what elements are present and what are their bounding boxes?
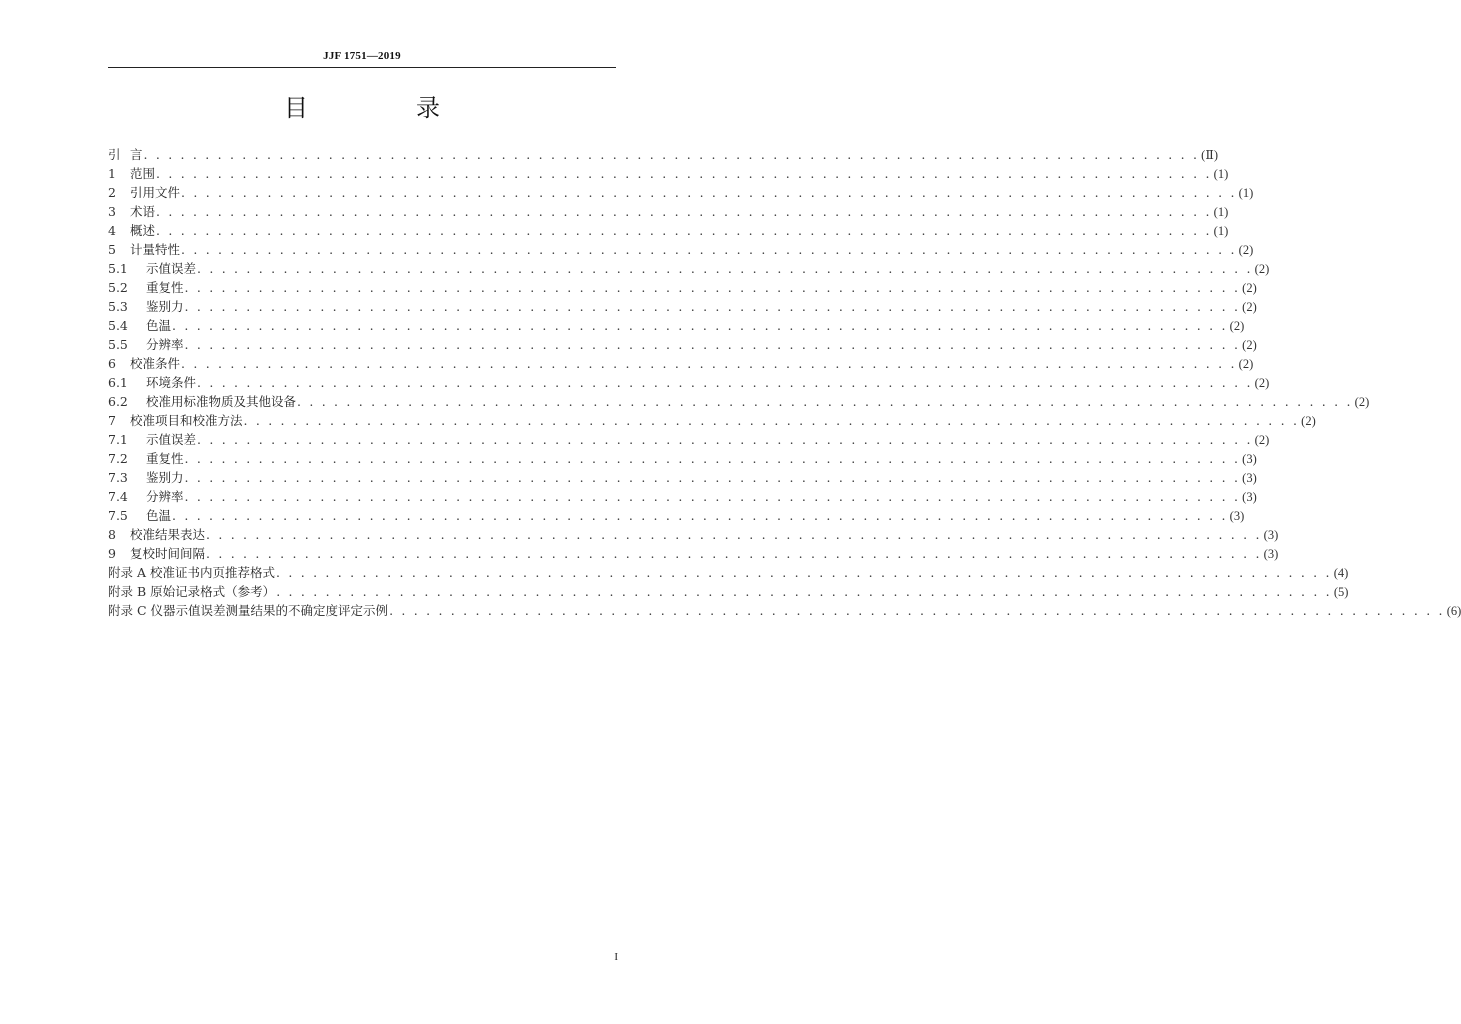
toc-dot-leader: . . . . . . . . . . . . . . . . . . . . . . . . . . . . . . . . . . . . . . . . . . . . . . . . . . . . . . . . . . . . . . . . . . . . . . . . . . . . . . . . . . . . . . [184,337,1241,352]
toc-entry-number: 8 [108,527,116,542]
toc-entry-number: 2 [108,185,116,200]
toc-dot-leader: . . . . . . . . . . . . . . . . . . . . . . . . . . . . . . . . . . . . . . . . . . . . . . . . . . . . . . . . . . . . . . . . . . . . . . . . . . . . . . . . . . . . . . [184,451,1241,466]
toc-entry-page: (3) [1263,528,1279,542]
toc-dot-leader: . . . . . . . . . . . . . . . . . . . . . . . . . . . . . . . . . . . . . . . . . . . . . . . . . . . . . . . . . . . . . . . . . . . . . . . . . . . . . . . . . . . . . . [184,470,1241,485]
toc-entry-title: 色温 [146,318,172,333]
toc-entry-page: (2) [1242,281,1257,295]
toc-dot-leader: . . . . . . . . . . . . . . . . . . . . . . . . . . . . . . . . . . . . . . . . . . . . . . . . . . . . . . . . . . . . . . . . . . . . . . . . . . . . . . . . . . . . . . [181,356,1237,371]
toc-entry-title: 示值误差 [146,432,197,447]
toc-entry [108,240,1254,259]
toc-entry-page: (3) [1242,490,1257,504]
toc-entry-title: 鉴别力 [146,299,184,314]
toc-entry-title: 校准结果表达 [130,527,206,542]
toc-entry-number: 5.3 [108,299,128,314]
toc-dot-leader: . . . . . . . . . . . . . . . . . . . . . . . . . . . . . . . . . . . . . . . . . . . . . . . . . . . . . . . . . . . . . . . . . . . . . . . . . . . . . . . . . . . . . . [197,375,1253,390]
toc-entry-number: 7.4 [108,489,128,504]
toc-dot-leader: . . . . . . . . . . . . . . . . . . . . . . . . . . . . . . . . . . . . . . . . . . . . . . . . . . . . . . . . . . . . . . . . . . . . . . . . . . . . . . . . . . . . . . [243,413,1300,428]
toc-entry [108,601,1461,620]
toc-dot-leader: . . . . . . . . . . . . . . . . . . . . . . . . . . . . . . . . . . . . . . . . . . . . . . . . . . . . . . . . . . . . . . . . . . . . . . . . . . . . . . . . . . . . . . [276,565,1332,580]
toc-entry-number: 6.1 [108,375,128,390]
toc-entry-number: 6 [108,356,116,371]
toc-entry-title: 重复性 [146,280,184,295]
toc-entry [108,487,1257,506]
toc-entry [108,563,1349,582]
page-number: I [614,951,618,963]
toc-entry [108,544,1279,563]
table-of-contents [108,145,1461,620]
toc-dot-leader: . . . . . . . . . . . . . . . . . . . . . . . . . . . . . . . . . . . . . . . . . . . . . . . . . . . . . . . . . . . . . . . . . . . . . . . . . . . . . . . . . . . . . . [184,489,1241,504]
toc-entry-page: (2) [1238,357,1254,371]
toc-dot-leader: . . . . . . . . . . . . . . . . . . . . . . . . . . . . . . . . . . . . . . . . . . . . . . . . . . . . . . . . . . . . . . . . . . . . . . . . . . . . . . . . . . . . . . [276,584,1332,599]
toc-entry-title: 范围 [130,166,156,181]
toc-dot-leader: . . . . . . . . . . . . . . . . . . . . . . . . . . . . . . . . . . . . . . . . . . . . . . . . . . . . . . . . . . . . . . . . . . . . . . . . . . . . . . . . . . . . . . [297,394,1353,409]
toc-entry-title: 分辨率 [146,489,184,504]
toc-entry-page: (1) [1213,205,1229,219]
toc-dot-leader: . . . . . . . . . . . . . . . . . . . . . . . . . . . . . . . . . . . . . . . . . . . . . . . . . . . . . . . . . . . . . . . . . . . . . . . . . . . . . . . . . . . . . . [197,261,1253,276]
toc-dot-leader: . . . . . . . . . . . . . . . . . . . . . . . . . . . . . . . . . . . . . . . . . . . . . . . . . . . . . . . . . . . . . . . . . . . . . . . . . . . . . . . . . . . . . . [172,508,1228,523]
toc-entry-page: (1) [1238,186,1254,200]
toc-entry-number: 3 [108,204,116,219]
toc-entry-title: 引用文件 [130,185,181,200]
toc-entry-number: 7.2 [108,451,128,466]
toc-entry [108,164,1229,183]
toc-entry [108,468,1257,487]
toc-entry-number: 5.1 [108,261,128,276]
toc-dot-leader: . . . . . . . . . . . . . . . . . . . . . . . . . . . . . . . . . . . . . . . . . . . . . . . . . . . . . . . . . . . . . . . . . . . . . . . . . . . . . . . . . . . . . . [206,527,1262,542]
toc-entry [108,145,1218,164]
toc-entry-number: 5.5 [108,337,128,352]
toc-entry [108,373,1270,392]
toc-entry-title: 示值误差 [146,261,197,276]
toc-dot-leader: . . . . . . . . . . . . . . . . . . . . . . . . . . . . . . . . . . . . . . . . . . . . . . . . . . . . . . . . . . . . . . . . . . . . . . . . . . . . . . . . . . . . . . [184,280,1241,295]
toc-entry [108,278,1257,297]
toc-entry [108,430,1270,449]
toc-dot-leader: . . . . . . . . . . . . . . . . . . . . . . . . . . . . . . . . . . . . . . . . . . . . . . . . . . . . . . . . . . . . . . . . . . . . . . . . . . . . . . . . . . . . . . [197,432,1253,447]
toc-entry-page: (3) [1242,471,1257,485]
toc-entry-number: 附录 C [108,603,147,618]
toc-entry [108,449,1257,468]
toc-entry-page: (1) [1213,167,1229,181]
toc-entry-number: 4 [108,223,116,238]
toc-entry-title: 校准条件 [130,356,181,371]
toc-entry-page: (2) [1229,319,1245,333]
toc-entry-number: 7 [108,413,116,428]
toc-entry-title: 复校时间间隔 [130,546,206,561]
toc-entry [108,259,1270,278]
toc-entry-page: (3) [1263,547,1279,561]
toc-entry-number: 6.2 [108,394,128,409]
toc-entry-page: (2) [1254,433,1270,447]
toc-entry-number: 5.2 [108,280,128,295]
toc-entry-title: 仪器示值误差测量结果的不确定度评定示例 [150,603,389,618]
toc-entry-page: (2) [1242,300,1257,314]
toc-entry-number: 7.5 [108,508,128,523]
toc-entry-number: 5.4 [108,318,128,333]
toc-entry-page: (5) [1333,585,1349,599]
toc-entry-page: (2) [1254,262,1270,276]
toc-entry-page: (2) [1354,395,1370,409]
toc-entry-number: 1 [108,166,116,181]
toc-entry-number: 引 [108,147,121,162]
toc-entry-title: 鉴别力 [146,470,184,485]
toc-entry [108,525,1279,544]
toc-entry-page: (4) [1333,566,1349,580]
toc-entry [108,202,1229,221]
toc-entry-number: 7.1 [108,432,128,447]
toc-entry-title: 计量特性 [130,242,181,257]
toc-entry [108,221,1229,240]
toc-entry-page: (2) [1238,243,1254,257]
toc-dot-leader: . . . . . . . . . . . . . . . . . . . . . . . . . . . . . . . . . . . . . . . . . . . . . . . . . . . . . . . . . . . . . . . . . . . . . . . . . . . . . . . . . . . . . . [156,204,1212,219]
toc-entry-page: (3) [1229,509,1245,523]
toc-entry [108,354,1254,373]
toc-entry [108,392,1370,411]
toc-entry [108,183,1254,202]
toc-entry-number: 5 [108,242,116,257]
toc-entry [108,411,1316,430]
toc-entry-number: 7.3 [108,470,128,485]
toc-entry [108,506,1245,525]
toc-entry-title: 言 [130,147,143,162]
toc-entry-page: (Ⅱ) [1201,148,1218,162]
toc-dot-leader: . . . . . . . . . . . . . . . . . . . . . . . . . . . . . . . . . . . . . . . . . . . . . . . . . . . . . . . . . . . . . . . . . . . . . . . . . . . . . . . . . . . . . . [181,242,1237,257]
toc-entry-number: 9 [108,546,116,561]
toc-entry-title: 原始记录格式（参考） [150,584,276,599]
running-header: JJF 1751—2019 [323,50,401,62]
toc-entry-title: 校准证书内页推荐格式 [150,565,276,580]
toc-entry-title: 校准项目和校准方法 [130,413,243,428]
toc-dot-leader: . . . . . . . . . . . . . . . . . . . . . . . . . . . . . . . . . . . . . . . . . . . . . . . . . . . . . . . . . . . . . . . . . . . . . . . . . . . . . . . . . . . . . . [156,223,1212,238]
toc-dot-leader: . . . . . . . . . . . . . . . . . . . . . . . . . . . . . . . . . . . . . . . . . . . . . . . . . . . . . . . . . . . . . . . . . . . . . . . . . . . . . . . . . . . . . . [206,546,1262,561]
toc-entry-title: 概述 [130,223,156,238]
toc-entry-title: 环境条件 [146,375,197,390]
toc-entry-title: 校准用标准物质及其他设备 [146,394,297,409]
toc-entry [108,335,1257,354]
toc-entry-page: (1) [1213,224,1229,238]
toc-entry [108,582,1349,601]
toc-dot-leader: . . . . . . . . . . . . . . . . . . . . . . . . . . . . . . . . . . . . . . . . . . . . . . . . . . . . . . . . . . . . . . . . . . . . . . . . . . . . . . . . . . . . . . [156,166,1212,181]
toc-entry [108,316,1245,335]
toc-dot-leader: . . . . . . . . . . . . . . . . . . . . . . . . . . . . . . . . . . . . . . . . . . . . . . . . . . . . . . . . . . . . . . . . . . . . . . . . . . . . . . . . . . . . . . [184,299,1241,314]
toc-entry-title: 色温 [146,508,172,523]
header-rule [108,67,616,68]
toc-entry-page: (2) [1242,338,1257,352]
toc-entry-title: 分辨率 [146,337,184,352]
page-title: 目 录 [284,94,482,122]
toc-entry-page: (2) [1301,414,1316,428]
toc-dot-leader: . . . . . . . . . . . . . . . . . . . . . . . . . . . . . . . . . . . . . . . . . . . . . . . . . . . . . . . . . . . . . . . . . . . . . . . . . . . . . . . . . . . . . . [389,603,1445,618]
toc-entry-title: 重复性 [146,451,184,466]
toc-dot-leader: . . . . . . . . . . . . . . . . . . . . . . . . . . . . . . . . . . . . . . . . . . . . . . . . . . . . . . . . . . . . . . . . . . . . . . . . . . . . . . . . . . . . . . [172,318,1228,333]
toc-entry-page: (6) [1446,604,1461,618]
toc-entry [108,297,1257,316]
toc-entry-page: (3) [1242,452,1257,466]
toc-entry-number: 附录 A [108,565,147,580]
toc-dot-leader: . . . . . . . . . . . . . . . . . . . . . . . . . . . . . . . . . . . . . . . . . . . . . . . . . . . . . . . . . . . . . . . . . . . . . . . . . . . . . . . . . . . . . . [143,147,1200,162]
toc-dot-leader: . . . . . . . . . . . . . . . . . . . . . . . . . . . . . . . . . . . . . . . . . . . . . . . . . . . . . . . . . . . . . . . . . . . . . . . . . . . . . . . . . . . . . . [181,185,1237,200]
toc-entry-page: (2) [1254,376,1270,390]
toc-entry-number: 附录 B [108,584,147,599]
toc-entry-title: 术语 [130,204,156,219]
